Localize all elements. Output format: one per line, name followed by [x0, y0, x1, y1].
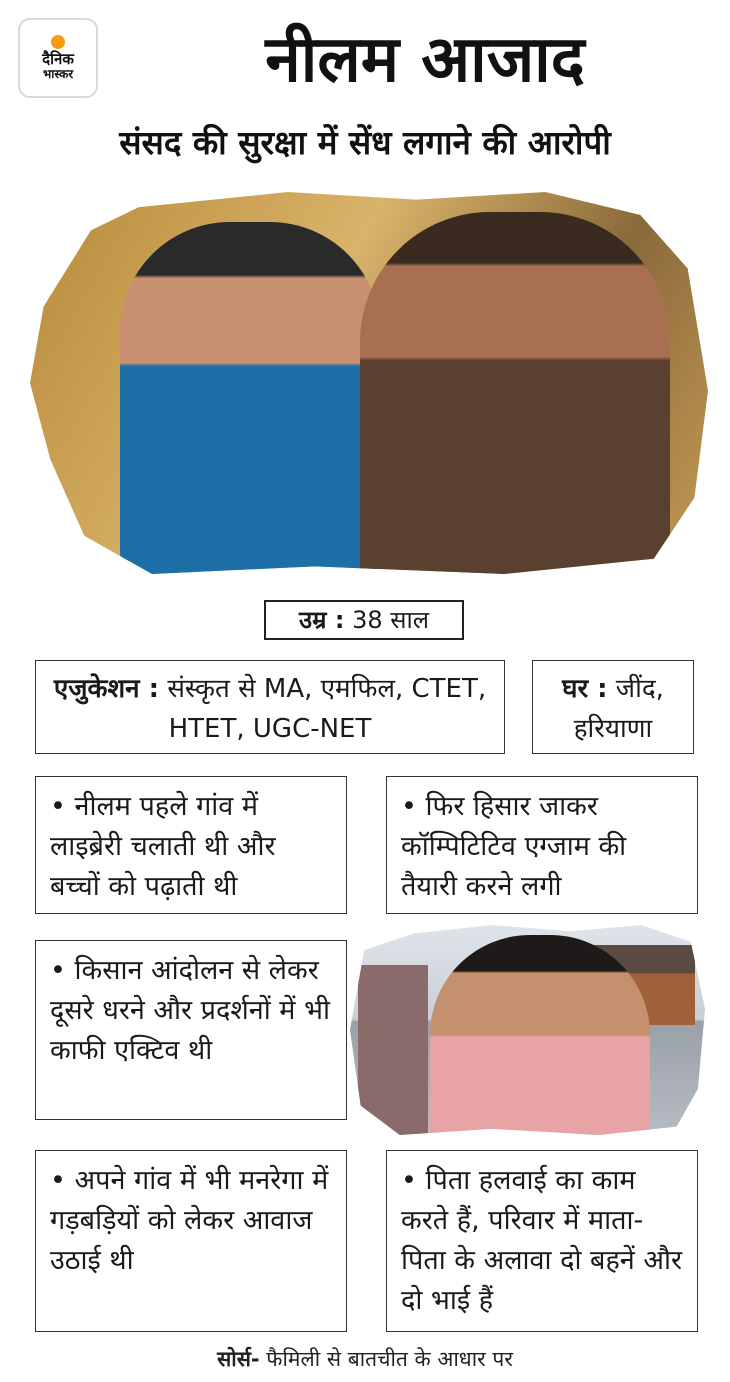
police-officer-figure — [360, 212, 670, 574]
neelam-figure — [120, 222, 380, 574]
page-title: नीलम आजाद — [265, 23, 585, 97]
home-box — [532, 660, 694, 754]
neelam-portrait-photo — [350, 925, 705, 1135]
age-value: 38 साल — [352, 606, 429, 634]
neelam-portrait-figure — [430, 935, 650, 1135]
source-text: फैमिली से बातचीत के आधार पर — [266, 1347, 513, 1371]
page-subtitle: संसद की सुरक्षा में सेंध लगाने की आरोपी — [119, 123, 611, 162]
logo-line1: दैनिक — [42, 50, 74, 68]
home-label: घर : — [562, 674, 608, 704]
logo-line2: भास्कर — [42, 67, 74, 81]
fact-box-activism: • किसान आंदोलन से लेकर दूसरे धरने और प्रदर्शनों में भी काफी एक्टिव थी — [35, 940, 347, 1120]
age-box — [264, 600, 464, 640]
fact-box-family: • पिता हलवाई का काम करते हैं, परिवार में माता-पिता के अलावा दो बहनें और दो भाई हैं — [386, 1150, 698, 1332]
source-label: सोर्स- — [217, 1347, 260, 1371]
background-wall — [358, 965, 428, 1135]
fact-box-hisar: • फिर हिसार जाकर कॉम्पिटिटिव एग्जाम की तैयारी करने लगी — [386, 776, 698, 914]
fact-box-mnrega: • अपने गांव में भी मनरेगा में गड़बड़ियों को लेकर आवाज उठाई थी — [35, 1150, 347, 1332]
age-label: उम्र : — [299, 606, 345, 634]
education-label: एजुकेशन : — [53, 674, 160, 704]
education-value: संस्कृत से MA, एमफिल, CTET, HTET, UGC-NET — [167, 674, 487, 744]
home-value: जींद, हरियाणा — [573, 674, 664, 744]
sun-icon — [51, 35, 65, 49]
protest-photo — [30, 192, 708, 574]
dainik-bhaskar-logo — [18, 18, 98, 98]
source-note — [0, 1344, 730, 1374]
education-box — [35, 660, 505, 754]
fact-box-library: • नीलम पहले गांव में लाइब्रेरी चलाती थी और बच्चों को पढ़ाती थी — [35, 776, 347, 914]
